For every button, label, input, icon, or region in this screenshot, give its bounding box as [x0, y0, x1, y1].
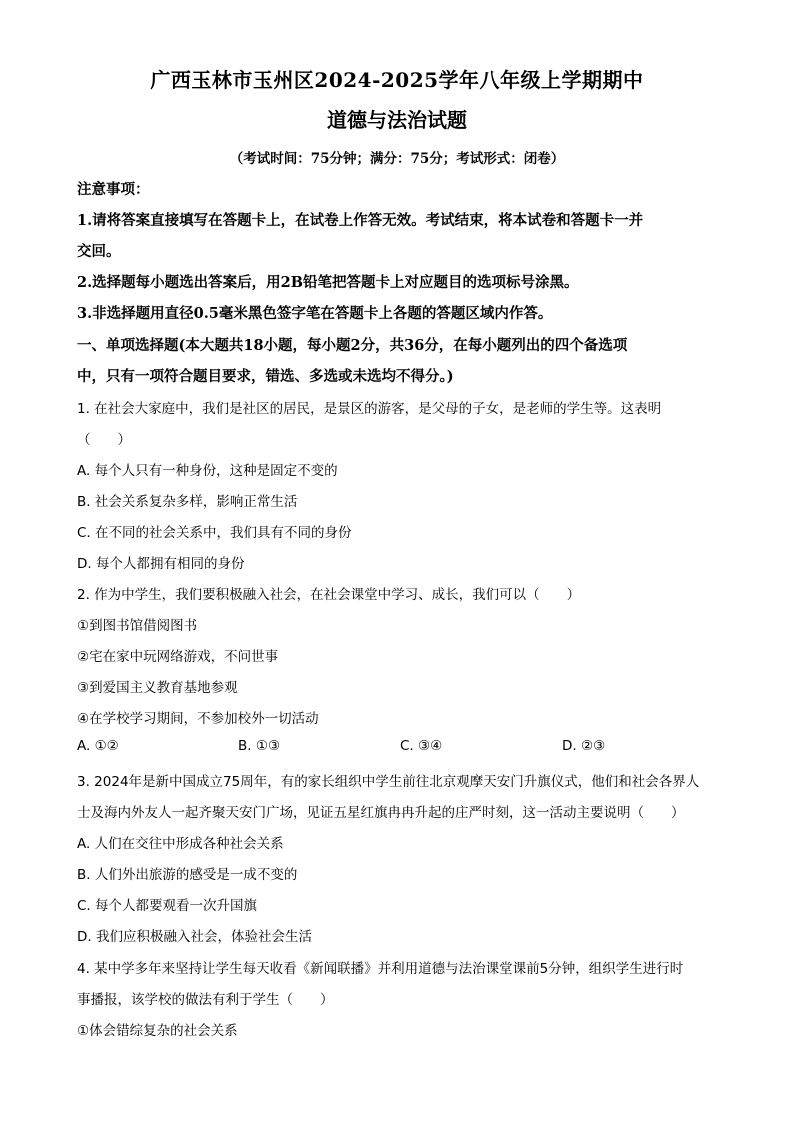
q2-statement-2: ②宅在家中玩网络游戏，不问世事: [77, 649, 279, 665]
q1-option-d: D. 每个人都拥有相同的身份: [77, 556, 245, 572]
q3-stem-cont: 士及海内外友人一起齐聚天安门广场，见证五星红旗冉冉升起的庄严时刻，这一活动主要说明（ ）: [77, 805, 685, 821]
q3-option-d: D. 我们应积极融入社会，体验社会生活: [77, 929, 312, 945]
section-heading-cont: 中，只有一项符合题目要求，错选、多选或未选均不得分。): [77, 368, 454, 385]
q3-option-c: C. 每个人都要观看一次升国旗: [77, 898, 258, 914]
notice-heading: 注意事项：: [77, 181, 150, 198]
exam-title-line1: 广西玉林市玉州区2024-2025学年八年级上学期期中: [150, 68, 644, 92]
notice-item-3: 3.非选择题用直径0.5毫米黑色签字笔在答题卡上各题的答题区域内作答。: [77, 305, 553, 322]
q3-stem: 3. 2024年是新中国成立75周年，有的家长组织中学生前往北京观摩天安门升旗仪式，他们和社会各界人: [77, 774, 700, 790]
q3-option-a: A. 人们在交往中形成各种社会关系: [77, 836, 284, 852]
q2-stem: 2. 作为中学生，我们要积极融入社会，在社会课堂中学习、成长，我们可以（ ）: [77, 587, 581, 603]
q2-statement-3: ③到爱国主义教育基地参观: [77, 680, 238, 696]
q4-statement-1: ①体会错综复杂的社会关系: [77, 1023, 238, 1039]
q1-option-c: C. 在不同的社会关系中，我们具有不同的身份: [77, 525, 352, 541]
q2-option-c: C. ③④: [400, 738, 443, 754]
q4-stem-cont: 事播报，该学校的做法有利于学生（ ）: [77, 992, 334, 1008]
notice-item-1: 1.请将答案直接填写在答题卡上，在试卷上作答无效。考试结束，将本试卷和答题卡一并: [77, 212, 644, 229]
section-heading: 一、单项选择题(本大题共18小题，每小题2分，共36分，在每小题列出的四个备选项: [77, 337, 628, 354]
q4-stem: 4. 某中学多年来坚持让学生每天收看《新闻联播》并利用道德与法治课堂课前5分钟，组织学生进行时: [77, 961, 684, 977]
q1-stem: 1. 在社会大家庭中，我们是社区的居民，是景区的游客，是父母的子女，是老师的学生等。这表明: [77, 401, 662, 417]
q2-option-d: D. ②③: [562, 738, 606, 754]
q1-option-a: A. 每个人只有一种身份，这种是固定不变的: [77, 463, 338, 479]
q2-option-b: B. ①③: [238, 738, 281, 754]
notice-item-1-cont: 交回。: [77, 243, 121, 260]
exam-title-line2: 道德与法治试题: [327, 108, 467, 132]
q1-option-b: B. 社会关系复杂多样，影响正常生活: [77, 494, 298, 510]
q1-stem-cont: （ ）: [77, 432, 131, 448]
q3-option-b: B. 人们外出旅游的感受是一成不变的: [77, 867, 298, 883]
q2-statement-1: ①到图书馆借阅图书: [77, 618, 198, 634]
exam-info: （考试时间：75分钟；满分：75分；考试形式：闭卷）: [229, 151, 565, 167]
q2-option-a: A. ①②: [77, 738, 119, 754]
notice-item-2: 2.选择题每小题选出答案后，用2B铅笔把答题卡上对应题目的选项标号涂黑。: [77, 274, 579, 291]
q2-statement-4: ④在学校学习期间，不参加校外一切活动: [77, 711, 319, 727]
